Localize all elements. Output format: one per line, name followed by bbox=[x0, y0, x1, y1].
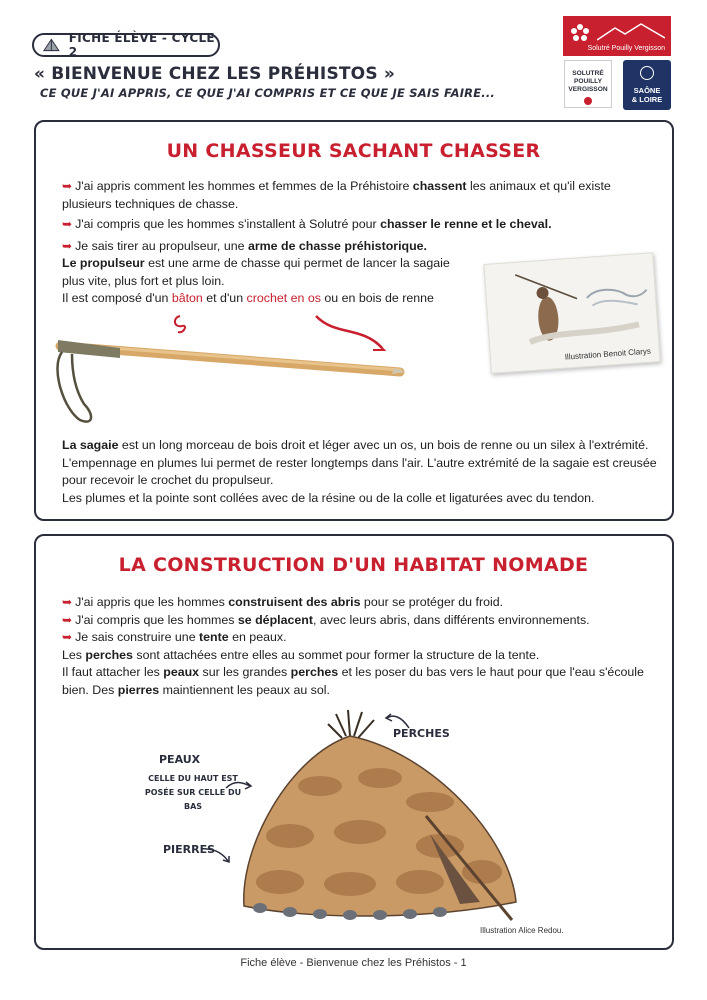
s2-l4-bold: perches bbox=[85, 647, 133, 662]
s2-b1-post: pour se protéger du froid. bbox=[360, 595, 504, 609]
page-footer: Fiche élève - Bienvenue chez les Préhistos - 1 bbox=[240, 957, 467, 969]
arrow-icon: ➥ bbox=[62, 239, 73, 253]
s2-text bbox=[62, 594, 662, 699]
s2-b2-pre: J'ai compris que les hommes bbox=[75, 612, 238, 627]
propulseur-illustration bbox=[50, 308, 410, 428]
page-title: « BIENVENUE CHEZ LES PRÉHISTOS » bbox=[34, 64, 396, 84]
arrow-icon: ➥ bbox=[62, 595, 73, 609]
s2-l5-bold1: peaux bbox=[163, 665, 200, 679]
s1-caption: Illustration Benoit Clarys bbox=[564, 346, 652, 362]
s1-p1-l1: est une arme de chasse qui permet de lancer la sagaie bbox=[144, 256, 450, 270]
tent-icon bbox=[42, 38, 61, 52]
s2-b1-pre: J'ai appris que les hommes bbox=[75, 595, 229, 609]
section1-title: UN CHASSEUR SACHANT CHASSER bbox=[166, 140, 541, 162]
arrow-icon: ➥ bbox=[62, 612, 73, 627]
s2-l5-post: et les poser du bas vers le haut pour que l'eau s'écoule bbox=[338, 665, 644, 679]
s1-p1-l2: plus vite, plus fort et plus loin. bbox=[62, 273, 225, 288]
hunter-illustration bbox=[483, 252, 660, 374]
s1-p2-post: ou en bois de renne bbox=[320, 291, 434, 305]
s1-bullet-3 bbox=[62, 238, 662, 256]
logo-saone-loire bbox=[623, 60, 671, 110]
s2-b2-bold: se déplacent bbox=[237, 612, 313, 627]
logo-sol-dot bbox=[584, 97, 592, 105]
s1-sagaie-last: Les plumes et la pointe sont collées avec de la résine ou de la colle et ligaturées avec du tendon. bbox=[62, 490, 595, 505]
s1-bullet-2 bbox=[62, 216, 662, 234]
s1-p2-red1: bâton bbox=[171, 291, 203, 305]
s1-p2-red2: crochet en os bbox=[246, 291, 321, 305]
logo-grand-site bbox=[563, 16, 671, 56]
s1-b1-pre: J'ai appris comment les hommes et femmes de la Préhistoire bbox=[75, 179, 413, 193]
label-pierres: PIERRES bbox=[163, 843, 216, 856]
s2-l5-bold2: perches bbox=[290, 665, 339, 679]
s2-b3-bold: tente bbox=[199, 630, 229, 644]
logo-sol-line1: SOLUTRÉ bbox=[572, 70, 604, 77]
s1-p1-bold: Le propulseur bbox=[62, 256, 145, 270]
label-perches: PERCHES bbox=[393, 727, 450, 740]
logo-solutre bbox=[564, 60, 612, 108]
s2-l4-pre: Les bbox=[62, 647, 86, 662]
s2-b2-post: , avec leurs abris, dans différents environnements. bbox=[312, 612, 590, 627]
logo-sl-line2: & LOIRE bbox=[631, 95, 663, 104]
arrow-icon: ➥ bbox=[62, 217, 73, 231]
s2-b3-post: en peaux. bbox=[228, 630, 287, 644]
s2-caption: Illustration Alice Redou. bbox=[480, 926, 564, 935]
red-curve-arrow bbox=[316, 316, 382, 348]
s2-l6-pre: bien. Des bbox=[62, 682, 118, 697]
perches-arrow-icon bbox=[383, 710, 413, 730]
arrow-icon: ➥ bbox=[62, 630, 73, 644]
s2-l4-post: sont attachées entre elles au sommet pour former la structure de la tente. bbox=[132, 647, 540, 662]
s2-b3-pre: Je sais construire une bbox=[75, 630, 200, 644]
s1-b2-pre: J'ai compris que les hommes s'installent à Solutré pour bbox=[75, 217, 381, 231]
flower-logo-icon bbox=[569, 22, 591, 44]
s2-l6-bold: pierres bbox=[117, 682, 160, 697]
peaux-arrow-icon bbox=[224, 778, 254, 794]
logo-sl-line1: SAÔNE bbox=[633, 86, 661, 95]
cycle-pill bbox=[32, 33, 220, 57]
label-peaux-sub2: POSÉE SUR CELLE DU BAS bbox=[144, 788, 242, 811]
s1-p2-pre: Il est composé d'un bbox=[62, 291, 172, 305]
s1-b1-bold: chassent bbox=[412, 179, 467, 193]
s2-b1-bold: construisent des abris bbox=[228, 595, 361, 609]
s1-sagaie-bold: La sagaie bbox=[62, 438, 119, 452]
section2-title: LA CONSTRUCTION D'UN HABITAT NOMADE bbox=[118, 554, 589, 576]
s1-sagaie-body: est un long morceau de bois droit et léger avec un os, un bois de renne ou un silex à l'extrémité. L'empennage en plumes lui permet de rester longtemps dans l'air. L'autre extrémité de la sagaie est creusée pour recevoir le crochet du propulseur. bbox=[62, 438, 657, 487]
s2-l5-mid: sur les grandes bbox=[199, 665, 291, 679]
pierres-arrow-icon bbox=[204, 845, 234, 865]
mountain-logo-icon bbox=[597, 22, 665, 42]
s1-b2-bold: chasser le renne et le cheval. bbox=[380, 217, 552, 231]
s1-propulseur-text bbox=[62, 255, 482, 308]
s1-b1-post: les animaux et qu'il existe plusieurs techniques de chasse. bbox=[62, 179, 611, 211]
s1-sagaie-text bbox=[62, 437, 660, 507]
s1-bullet-1 bbox=[62, 178, 662, 213]
page-subtitle: CE QUE J'AI APPRIS, CE QUE J'AI COMPRIS ET CE QUE JE SAIS FAIRE... bbox=[40, 86, 495, 100]
s1-p2-mid: et d'un bbox=[202, 291, 247, 305]
s1-b3-bold: arme de chasse préhistorique. bbox=[247, 239, 428, 253]
arrow-icon: ➥ bbox=[62, 179, 73, 193]
s1-b3-pre: Je sais tirer au propulseur, une bbox=[75, 239, 248, 253]
label-peaux-sub1: CELLE DU HAUT EST bbox=[148, 774, 238, 783]
red-curl-arrow bbox=[175, 316, 185, 332]
s2-l5-pre: Il faut attacher les bbox=[62, 665, 164, 679]
logo-circle-icon bbox=[640, 66, 654, 80]
logo-sol-line3: VERGISSON bbox=[568, 86, 608, 93]
logo-red-text: Solutré Pouilly Vergisson bbox=[587, 45, 665, 52]
s2-l6-post: maintiennent les peaux au sol. bbox=[159, 682, 330, 697]
cycle-label: FICHE ÉLÈVE - CYCLE 2 bbox=[68, 31, 215, 59]
tent-illustration bbox=[230, 706, 530, 932]
label-peaux: PEAUX bbox=[159, 753, 201, 766]
logo-sol-line2: POUILLY bbox=[574, 78, 602, 85]
